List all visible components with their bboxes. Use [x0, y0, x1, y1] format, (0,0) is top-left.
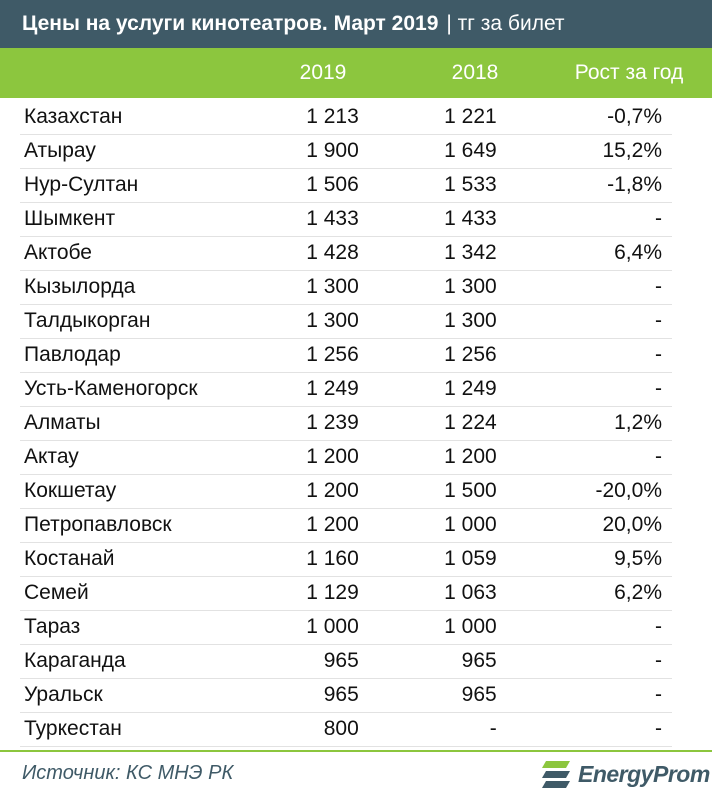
row-city: Караганда	[20, 644, 272, 678]
row-city: Туркестан	[20, 712, 272, 746]
table-row	[20, 134, 672, 168]
row-growth: -	[497, 338, 672, 372]
row-growth: -	[497, 712, 672, 746]
row-value-2019: 1 129	[272, 576, 358, 610]
row-city: Кокшетау	[20, 474, 272, 508]
table-title-bar	[0, 0, 712, 48]
column-header-2019: 2019	[299, 61, 347, 84]
row-growth: -	[497, 440, 672, 474]
row-city: Костанай	[20, 542, 272, 576]
row-spacer	[359, 168, 411, 202]
row-growth: -	[497, 372, 672, 406]
table-row	[20, 406, 672, 440]
row-growth: -	[497, 202, 672, 236]
row-value-2018: 1 249	[410, 372, 496, 406]
row-spacer	[359, 610, 411, 644]
table-row	[20, 542, 672, 576]
row-spacer	[359, 678, 411, 712]
table-row	[20, 202, 672, 236]
row-spacer	[359, 304, 411, 338]
row-value-2018: 1 000	[410, 610, 496, 644]
table-row	[20, 338, 672, 372]
table-title: Цены на услуги кинотеатров. Март 2019	[22, 12, 439, 35]
row-growth: 6,4%	[497, 236, 672, 270]
logo-text: EnergyProm	[578, 760, 710, 787]
row-spacer	[359, 406, 411, 440]
row-city: Алматы	[20, 406, 272, 440]
row-value-2019: 800	[272, 712, 358, 746]
row-city: Кызылорда	[20, 270, 272, 304]
row-value-2018: 1 342	[410, 236, 496, 270]
row-city: Усть-Каменогорск	[20, 372, 272, 406]
row-city: Талдыкорган	[20, 304, 272, 338]
table-row	[20, 576, 672, 610]
table-row	[20, 236, 672, 270]
row-value-2018: 1 533	[410, 168, 496, 202]
row-spacer	[359, 474, 411, 508]
row-city: Павлодар	[20, 338, 272, 372]
row-value-2019: 1 300	[272, 304, 358, 338]
row-value-2018: 1 649	[410, 134, 496, 168]
table-row	[20, 372, 672, 406]
row-value-2018: 1 433	[410, 202, 496, 236]
energyprom-logo-icon	[540, 757, 574, 791]
row-value-2018: 1 200	[410, 440, 496, 474]
row-city: Семей	[20, 576, 272, 610]
row-growth: -	[497, 270, 672, 304]
row-value-2019: 1 249	[272, 372, 358, 406]
row-value-2018: 965	[410, 678, 496, 712]
row-value-2019: 1 900	[272, 134, 358, 168]
table-row	[20, 712, 672, 746]
table-row	[20, 644, 672, 678]
table-row	[20, 304, 672, 338]
table-row	[20, 474, 672, 508]
row-growth: -	[497, 304, 672, 338]
row-growth: -20,0%	[497, 474, 672, 508]
row-value-2018: 1 063	[410, 576, 496, 610]
row-growth: 9,5%	[497, 542, 672, 576]
row-value-2019: 1 000	[272, 610, 358, 644]
row-value-2018: 1 224	[410, 406, 496, 440]
row-spacer	[359, 270, 411, 304]
row-spacer	[359, 134, 411, 168]
row-city: Казахстан	[20, 100, 272, 134]
source-note: Источник: КС МНЭ РК	[22, 762, 234, 784]
row-growth: -0,7%	[497, 100, 672, 134]
column-header-row	[0, 48, 712, 98]
row-value-2019: 965	[272, 678, 358, 712]
row-value-2018: 1 256	[410, 338, 496, 372]
row-value-2018: 1 300	[410, 304, 496, 338]
row-value-2018: 965	[410, 644, 496, 678]
table-row	[20, 270, 672, 304]
table-row	[20, 440, 672, 474]
row-value-2019: 1 200	[272, 440, 358, 474]
row-city: Нур-Султан	[20, 168, 272, 202]
row-value-2018: 1 500	[410, 474, 496, 508]
table-row	[20, 508, 672, 542]
row-value-2019: 1 160	[272, 542, 358, 576]
row-value-2019: 1 506	[272, 168, 358, 202]
energyprom-logo	[540, 752, 710, 796]
row-spacer	[359, 576, 411, 610]
row-value-2019: 1 428	[272, 236, 358, 270]
row-growth: -1,8%	[497, 168, 672, 202]
row-spacer	[359, 338, 411, 372]
row-value-2018: 1 059	[410, 542, 496, 576]
row-spacer	[359, 644, 411, 678]
row-spacer	[359, 100, 411, 134]
row-value-2019: 1 256	[272, 338, 358, 372]
row-spacer	[359, 202, 411, 236]
row-value-2018: 1 000	[410, 508, 496, 542]
row-growth: -	[497, 610, 672, 644]
row-value-2018: 1 300	[410, 270, 496, 304]
row-growth: -	[497, 678, 672, 712]
row-growth: 15,2%	[497, 134, 672, 168]
table-row	[20, 100, 672, 134]
column-header-growth: Рост за год	[574, 61, 684, 84]
table-unit: | тг за билет	[446, 12, 565, 35]
table-row	[20, 168, 672, 202]
table-row	[20, 610, 672, 644]
row-growth: 20,0%	[497, 508, 672, 542]
row-value-2019: 1 200	[272, 508, 358, 542]
row-city: Атырау	[20, 134, 272, 168]
row-spacer	[359, 236, 411, 270]
row-spacer	[359, 712, 411, 746]
row-value-2018: -	[410, 712, 496, 746]
row-city: Тараз	[20, 610, 272, 644]
row-growth: -	[497, 644, 672, 678]
row-growth: 1,2%	[497, 406, 672, 440]
row-city: Шымкент	[20, 202, 272, 236]
price-table	[20, 100, 672, 747]
row-spacer	[359, 542, 411, 576]
table-row	[20, 678, 672, 712]
row-value-2019: 1 239	[272, 406, 358, 440]
row-value-2019: 1 200	[272, 474, 358, 508]
row-city: Петропавловск	[20, 508, 272, 542]
row-spacer	[359, 372, 411, 406]
row-growth: 6,2%	[497, 576, 672, 610]
row-city: Актобе	[20, 236, 272, 270]
column-header-2018: 2018	[451, 61, 499, 84]
row-spacer	[359, 508, 411, 542]
row-value-2018: 1 221	[410, 100, 496, 134]
row-city: Уральск	[20, 678, 272, 712]
row-city: Актау	[20, 440, 272, 474]
row-value-2019: 965	[272, 644, 358, 678]
row-spacer	[359, 440, 411, 474]
row-value-2019: 1 433	[272, 202, 358, 236]
row-value-2019: 1 213	[272, 100, 358, 134]
price-table-body	[20, 100, 672, 746]
row-value-2019: 1 300	[272, 270, 358, 304]
